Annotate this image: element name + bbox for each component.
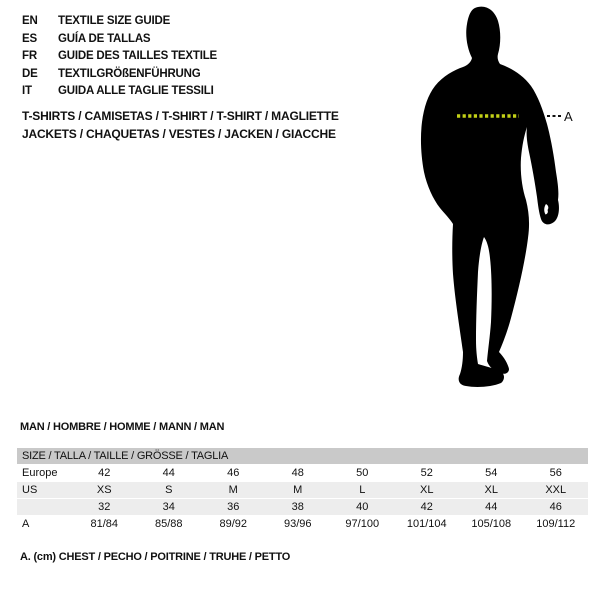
size-cell: XL bbox=[484, 484, 498, 496]
size-cell: 44 bbox=[485, 501, 498, 513]
size-cell: 38 bbox=[291, 501, 304, 513]
language-code: IT bbox=[22, 85, 32, 98]
size-cell: 89/92 bbox=[219, 518, 248, 530]
size-cell: XS bbox=[96, 484, 112, 496]
row-label: A bbox=[22, 518, 30, 530]
size-cell: 52 bbox=[420, 467, 433, 479]
size-cell: 46 bbox=[227, 467, 240, 479]
size-cell: 101/104 bbox=[406, 518, 447, 530]
row-label: Europe bbox=[22, 467, 58, 479]
size-table-row-a bbox=[17, 516, 588, 533]
language-label: GUIDE DES TAILLES TEXTILE bbox=[58, 50, 217, 63]
man-silhouette bbox=[421, 7, 559, 387]
language-label: TEXTILGRÖßENFÜHRUNG bbox=[58, 67, 201, 80]
size-table bbox=[17, 448, 588, 533]
size-cell: 46 bbox=[549, 501, 562, 513]
size-cell: XL bbox=[420, 484, 434, 496]
size-table-row-europe bbox=[17, 465, 588, 482]
size-cell: 48 bbox=[291, 467, 304, 479]
category-line-jackets: JACKETS / CHAQUETAS / VESTES / JACKEN / GIACCHE bbox=[22, 127, 336, 141]
language-label: TEXTILE SIZE GUIDE bbox=[58, 15, 171, 27]
size-table-row-uk bbox=[17, 499, 588, 516]
size-cell: 36 bbox=[227, 501, 240, 513]
language-row-es bbox=[22, 31, 217, 49]
size-cell: 81/84 bbox=[90, 518, 119, 530]
language-list bbox=[22, 13, 217, 101]
size-cell: 50 bbox=[356, 467, 369, 479]
size-cell: 42 bbox=[98, 467, 111, 479]
size-cell: 54 bbox=[485, 467, 498, 479]
language-label: GUÍA DE TALLAS bbox=[58, 32, 151, 45]
language-row-de bbox=[22, 66, 217, 84]
language-code: EN bbox=[22, 15, 38, 27]
size-cell: 97/100 bbox=[345, 518, 380, 530]
language-code: ES bbox=[22, 32, 37, 45]
language-row-en bbox=[22, 13, 217, 31]
size-cell: 93/96 bbox=[283, 518, 312, 530]
row-label bbox=[17, 499, 72, 515]
size-table-row-us bbox=[17, 482, 588, 499]
size-cell: 44 bbox=[162, 467, 175, 479]
size-cell: L bbox=[359, 484, 366, 496]
language-code: FR bbox=[22, 50, 37, 63]
size-cell: 40 bbox=[356, 501, 369, 513]
size-cell: 56 bbox=[549, 467, 562, 479]
size-table-header: SIZE / TALLA / TAILLE / GRÖSSE / TAGLIA bbox=[17, 448, 588, 465]
size-cell: 85/88 bbox=[154, 518, 183, 530]
category-heading bbox=[22, 107, 339, 143]
size-cell: 105/108 bbox=[471, 518, 512, 530]
size-cell: M bbox=[293, 484, 303, 496]
row-label: US bbox=[22, 484, 38, 496]
language-row-it bbox=[22, 83, 217, 101]
measure-a-label: A bbox=[564, 109, 573, 124]
size-cell: 32 bbox=[98, 501, 111, 513]
man-heading: MAN / HOMBRE / HOMME / MANN / MAN bbox=[20, 421, 225, 433]
size-cell: XXL bbox=[545, 484, 567, 496]
man-silhouette-figure bbox=[400, 0, 600, 420]
size-cell: 42 bbox=[420, 501, 433, 513]
measurement-footnote: A. (cm) CHEST / PECHO / POITRINE / TRUHE / PETTO bbox=[20, 551, 291, 563]
man-silhouette-svg bbox=[400, 0, 600, 420]
language-row-fr bbox=[22, 48, 217, 66]
language-code: DE bbox=[22, 67, 38, 80]
size-cell: M bbox=[228, 484, 238, 496]
category-line-tshirts: T-SHIRTS / CAMISETAS / T-SHIRT / T-SHIRT / MAGLIETTE bbox=[22, 109, 339, 123]
size-cell: 109/112 bbox=[536, 518, 576, 530]
language-label: GUIDA ALLE TAGLIE TESSILI bbox=[58, 85, 214, 98]
size-cell: S bbox=[165, 484, 173, 496]
size-cell: 34 bbox=[162, 501, 175, 513]
